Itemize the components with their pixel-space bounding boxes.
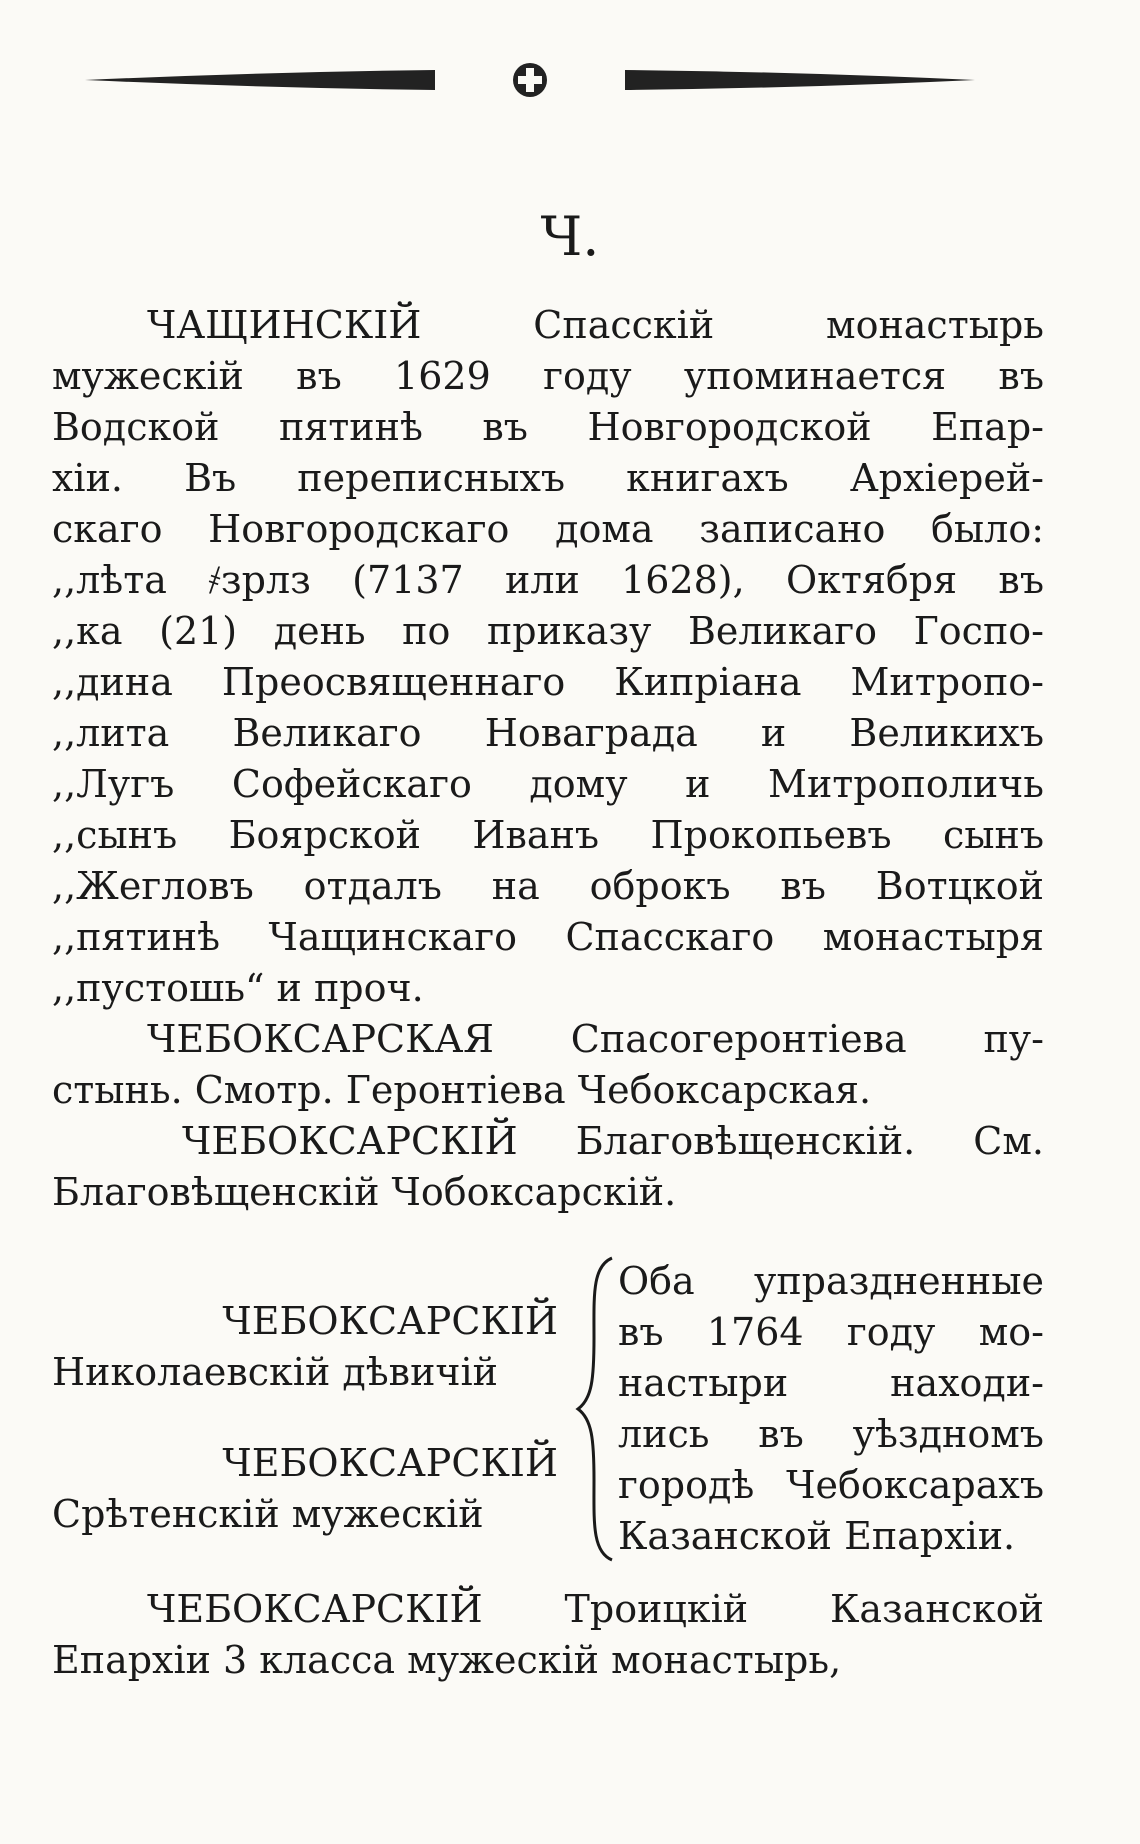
entry-spasogerontieva bbox=[52, 1014, 1044, 1116]
entry-line: ,,Лугъ Софейскаго дому и Митрополичь bbox=[52, 762, 1044, 806]
section-letter: Ч. bbox=[540, 205, 600, 268]
entry-line: Благовѣщенскій Чобоксарскій. bbox=[52, 1170, 677, 1214]
note-line: Оба упраздненные bbox=[618, 1259, 1044, 1303]
entry-line: ,,лѣта ҂зрлз (7137 или 1628), Октября въ bbox=[52, 558, 1044, 602]
entry-line: ЧЕБОКСАРСКІЙ Троицкій Казанской bbox=[147, 1587, 1044, 1631]
curly-brace bbox=[572, 1256, 618, 1562]
note-line: лись въ уѣздномъ bbox=[618, 1412, 1044, 1456]
entry-line: стынь. Смотр. Геронтіева Чебоксарская. bbox=[52, 1068, 872, 1112]
entry-line: хіи. Въ переписныхъ книгахъ Архіерей- bbox=[52, 456, 1044, 500]
entry-line: ,,лита Великаго Новаграда и Великихъ bbox=[52, 711, 1044, 755]
note-line: въ 1764 году мо- bbox=[618, 1310, 1044, 1354]
note-line: настыри находи- bbox=[618, 1361, 1044, 1405]
entry-line: ,,пятинѣ Чащинскаго Спасскаго монастыря bbox=[52, 915, 1044, 959]
entry-subtitle: Николаевскій дѣвичій bbox=[52, 1350, 498, 1394]
entry-line: скаго Новгородскаго дома записано было: bbox=[52, 507, 1044, 551]
entry-heading: ЧЕБОКСАРСКІЙ bbox=[222, 1299, 558, 1343]
note-line: Казанской Епархіи. bbox=[618, 1514, 1016, 1558]
entry-line: ,,Жегловъ отдалъ на оброкъ въ Вотцкой bbox=[52, 864, 1044, 908]
grouped-entries bbox=[52, 1256, 1044, 1562]
entry-line: ЧАЩИНСКІЙ Спасскій монастырь bbox=[147, 303, 1044, 347]
note-line: городѣ Чебоксарахъ bbox=[618, 1463, 1044, 1507]
entry-line: ,,дина Преосвященнаго Кипріана Митропо- bbox=[52, 660, 1044, 704]
entry-line: мужескій въ 1629 году упоминается въ bbox=[52, 354, 1044, 398]
grouped-headwords bbox=[52, 1256, 572, 1562]
entry-chashchinsky bbox=[52, 300, 1044, 1014]
entry-line: ,,ка (21) день по приказу Великаго Госпо- bbox=[52, 609, 1044, 653]
entry-line: Епархіи 3 класса мужескій монастырь, bbox=[52, 1638, 842, 1682]
entry-blagoveshchensky bbox=[52, 1116, 1044, 1218]
grouped-note bbox=[618, 1256, 1044, 1562]
entry-line: ЧЕБОКСАРСКАЯ Спасогеронтіева пу- bbox=[147, 1017, 1044, 1061]
entry-line: Водской пятинѣ въ Новгородской Епар- bbox=[52, 405, 1044, 449]
header-ornament bbox=[85, 60, 975, 100]
entry-line: ЧЕБОКСАРСКІЙ Благовѣщенскій. См. bbox=[182, 1119, 1044, 1163]
entry-subtitle: Срѣтенскій мужескій bbox=[52, 1492, 484, 1536]
dictionary-text bbox=[52, 300, 1044, 1686]
entry-line: ,,сынъ Боярской Иванъ Прокопьевъ сынъ bbox=[52, 813, 1044, 857]
entry-troitsky bbox=[52, 1584, 1044, 1686]
entry-heading: ЧЕБОКСАРСКІЙ bbox=[222, 1441, 558, 1485]
entry-line: ,,пустошь“ и проч. bbox=[52, 966, 424, 1010]
